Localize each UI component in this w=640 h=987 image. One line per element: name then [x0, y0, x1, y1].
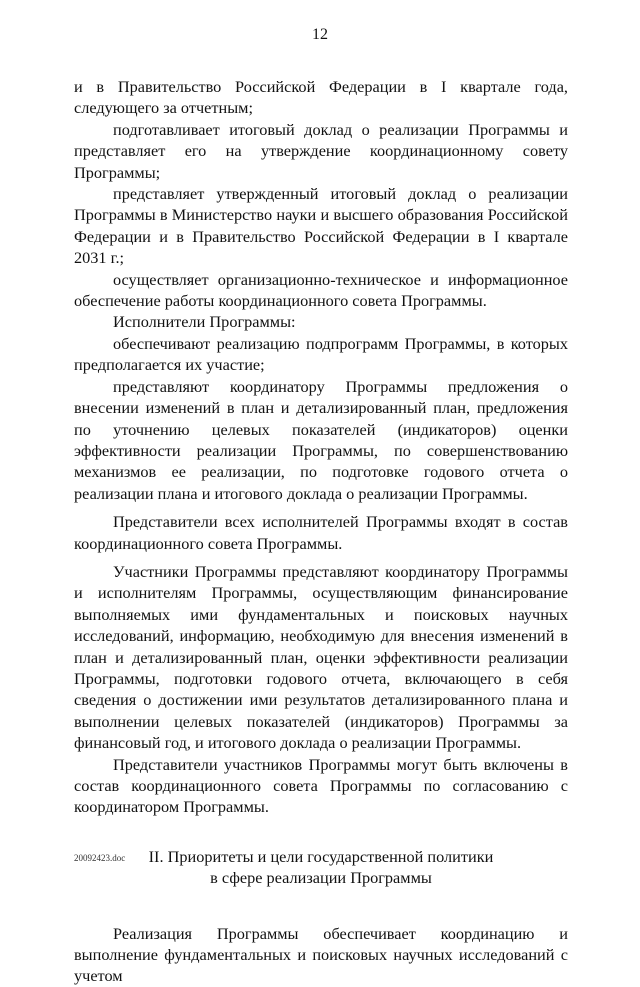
section-heading-line-1: II. Приоритеты и цели государственной политики	[148, 846, 494, 866]
paragraph: осуществляет организационно-техническое и информационное обеспечение работы координационного совета Программы.	[74, 269, 568, 311]
page-number: 12	[312, 26, 328, 43]
paragraph: Представители всех исполнителей Программы входят в состав координационного совета Программы.	[74, 512, 568, 553]
paragraph: Участники Программы представляют координатору Программы и исполнителям Программы, осуществляющим финансирование выполняемых ими фундаментальных и поисковых научных исследований, информацию, необходимую для внесения изменений в план и детализированный план, оценки эффективности реализации Программы, подготовки годового отчета, включающего в себя сведения о достижении ими результатов детализированного плана и выполнении целевых показателей (индикаторов) Программы за финансовый год, и итогового доклада о реализации Программы.	[74, 561, 568, 753]
paragraph: представляет утвержденный итоговый доклад о реализации Программы в Министерство науки и высшего образования Российской Федерации и в Правительство Российской Федерации в I квартале 2031 г.;	[74, 184, 568, 268]
paragraph-section-start: Реализация Программы обеспечивает координацию и выполнение фундаментальных и поисковых научных исследований с учетом	[74, 923, 568, 986]
paragraph: Представители участников Программы могут быть включены в состав координационного совета Программы по согласованию с координатором Программы.	[74, 754, 568, 817]
section-heading	[74, 846, 568, 889]
document-body	[74, 76, 568, 987]
paragraph-executors-heading: Исполнители Программы:	[113, 312, 296, 332]
paragraph: представляют координатору Программы предложения о внесении изменений в план и детализированный план, предложения по уточнению целевых показателей (индикаторов) оценки эффективности реализации Программы, по совершенствованию механизмов ее реализации, по подготовке годового отчета о реализации плана и итогового доклада о реализации Программы.	[74, 376, 568, 503]
paragraph: обеспечивают реализацию подпрограмм Программы, в которых предполагается их участие;	[74, 333, 568, 375]
footer-filename: 20092423.doc	[74, 853, 126, 863]
section-heading-line-2: в сфере реализации Программы	[210, 868, 432, 888]
paragraph: подготавливает итоговый доклад о реализации Программы и представляет его на утверждение координационному совету Программы;	[74, 119, 568, 182]
paragraph-continuation: и в Правительство Российской Федерации в I квартале года, следующего за отчетным;	[74, 77, 568, 118]
